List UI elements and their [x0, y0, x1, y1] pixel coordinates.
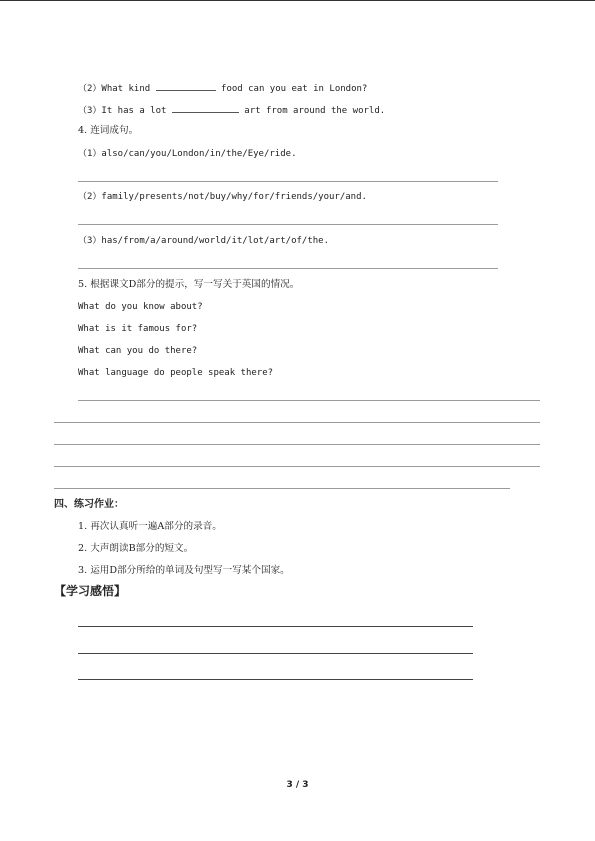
answer-blank-3[interactable]: [172, 103, 239, 113]
answer-line-1[interactable]: [78, 181, 498, 182]
writing-line-2[interactable]: [54, 422, 540, 423]
prompt-2: What is it famous for?: [78, 324, 198, 334]
fill-question-2-prefix: （2）What kind: [78, 84, 156, 94]
writing-line-1[interactable]: [78, 400, 540, 401]
fill-question-3-prefix: （3）It has a lot: [78, 106, 172, 116]
fill-question-3-suffix: art from around the world.: [238, 106, 386, 116]
writing-line-4[interactable]: [54, 466, 540, 467]
reflection-line-1[interactable]: [78, 626, 473, 627]
reflection-line-3[interactable]: [78, 679, 473, 680]
reflection-heading: 【学习感悟】: [54, 584, 127, 598]
page-top-border: [0, 0, 595, 1]
homework-heading: 四、练习作业：: [54, 499, 124, 510]
fill-question-2-suffix: food can you eat in London?: [215, 84, 368, 94]
section-4-heading: 4. 连词成句。: [78, 125, 139, 136]
answer-blank-2[interactable]: [156, 81, 216, 91]
writing-line-5[interactable]: [54, 488, 510, 489]
fill-question-2: [78, 81, 367, 95]
answer-line-2[interactable]: [78, 224, 498, 225]
answer-line-3[interactable]: [78, 268, 498, 269]
page-number: 3 / 3: [286, 780, 309, 790]
homework-item-3: 3. 运用D部分所给的单词及句型写一写某个国家。: [78, 565, 290, 576]
reorder-item-2: （2）family/presents/not/buy/why/for/friends/your/and.: [78, 192, 367, 202]
homework-item-1: 1. 再次认真听一遍A部分的录音。: [78, 521, 222, 532]
prompt-4: What language do people speak there?: [78, 368, 274, 378]
section-5-heading: 5. 根据课文D部分的提示，写一写关于英国的情况。: [78, 279, 300, 290]
writing-line-3[interactable]: [54, 444, 540, 445]
reorder-item-3: （3）has/from/a/around/world/it/lot/art/of/the.: [78, 236, 329, 246]
reorder-item-1: （1）also/can/you/London/in/the/Eye/ride.: [78, 149, 297, 159]
homework-item-2: 2. 大声朗读B部分的短文。: [78, 543, 194, 554]
prompt-3: What can you do there?: [78, 346, 198, 356]
fill-question-3: [78, 103, 385, 117]
prompt-1: What do you know about?: [78, 302, 203, 312]
reflection-line-2[interactable]: [78, 653, 473, 654]
